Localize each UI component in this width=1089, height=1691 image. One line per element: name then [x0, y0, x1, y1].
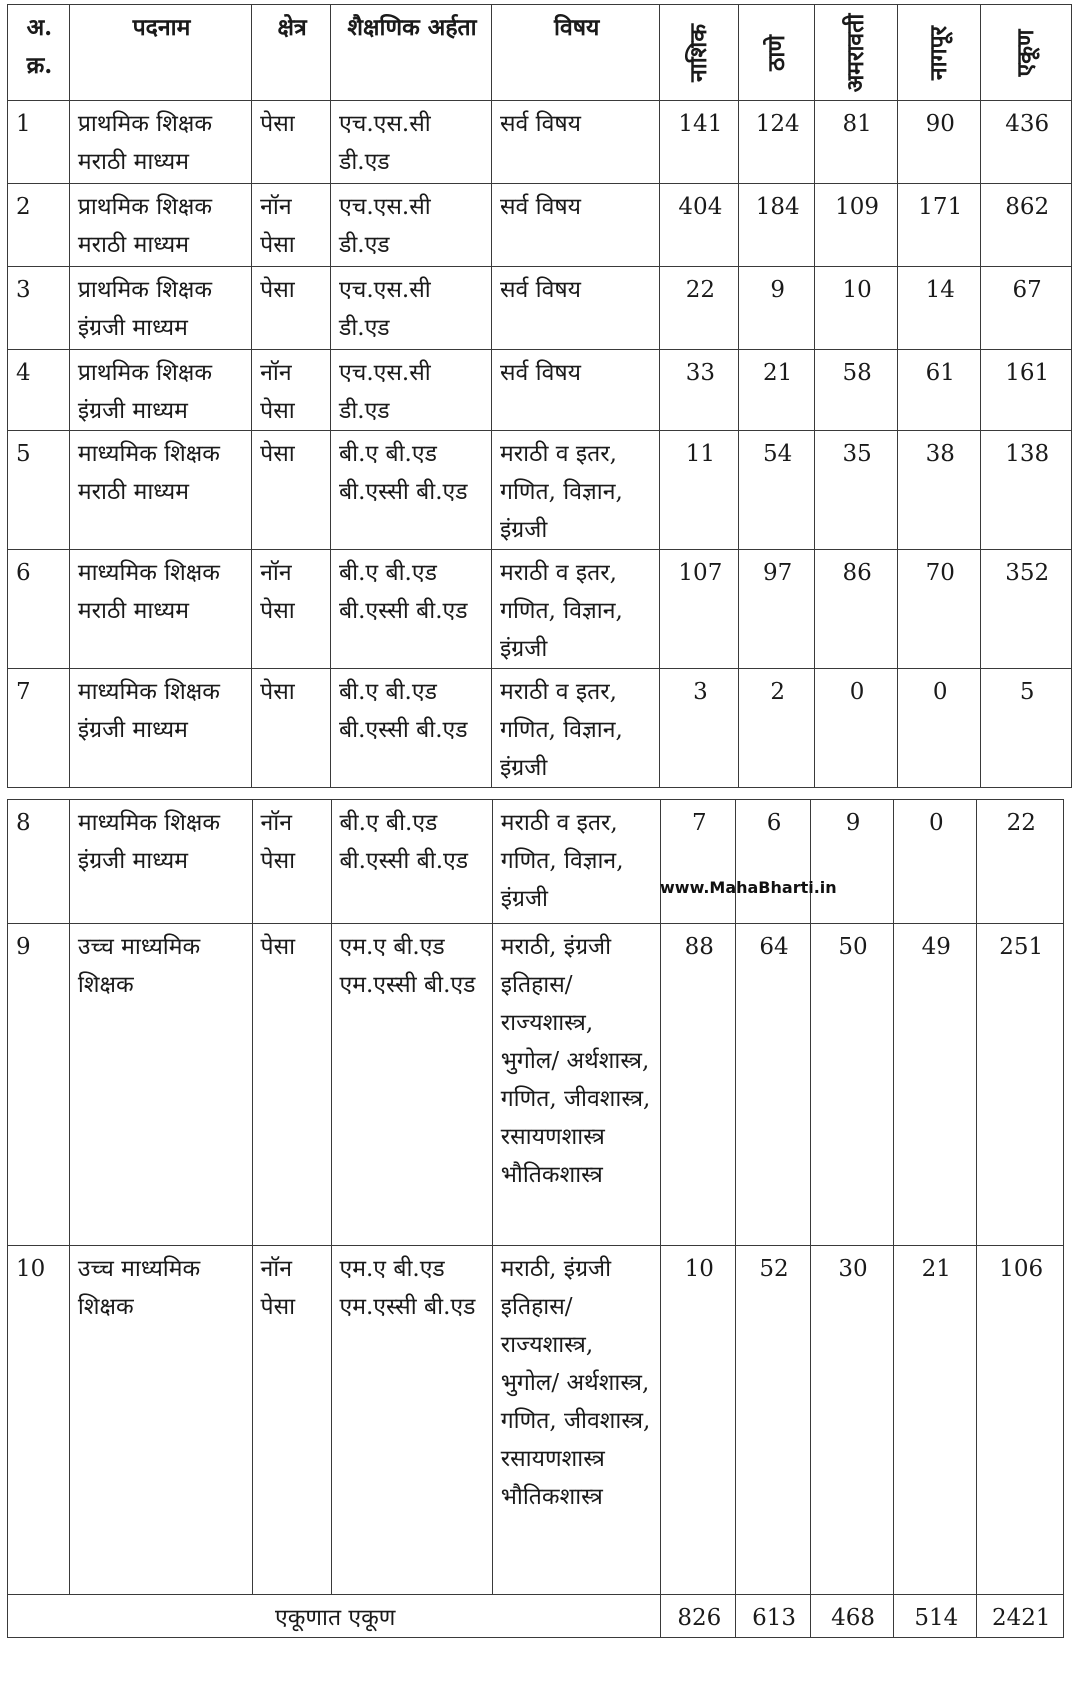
header-sr: अ. क्र. — [8, 5, 70, 101]
cell-amravati: 109 — [815, 184, 898, 267]
cell-total: 436 — [981, 101, 1072, 184]
header-thane: ठाणे — [739, 5, 815, 101]
cell-subject: मराठी व इतर, गणित, विज्ञान, इंग्रजी — [492, 431, 660, 550]
table-row — [8, 1246, 1064, 1595]
cell-amravati: 35 — [815, 431, 898, 550]
cell-area: नॉन पेसा — [252, 184, 331, 267]
header-nashik: नाशिक — [660, 5, 739, 101]
cell-thane: 21 — [739, 350, 815, 431]
cell-nagpur: 0 — [898, 669, 981, 788]
cell-total: 862 — [981, 184, 1072, 267]
cell-qual: एच.एस.सी डी.एड — [331, 101, 492, 184]
vacancy-table-part-1 — [7, 4, 1072, 788]
cell-amravati: 81 — [815, 101, 898, 184]
cell-subject: मराठी, इंग्रजी इतिहास/ राज्यशास्त्र, भुगोल/ अर्थशास्त्र, गणित, जीवशास्त्र, रसायणशास्त्र भौतिकशास्त्र — [492, 1246, 661, 1595]
cell-thane: 2 — [739, 669, 815, 788]
table-row — [8, 184, 1072, 267]
cell-amravati: 9 — [810, 800, 893, 924]
cell-post: प्राथमिक शिक्षक इंग्रजी माध्यम — [69, 267, 251, 350]
cell-subject: सर्व विषय — [492, 184, 660, 267]
cell-nagpur: 14 — [898, 267, 981, 350]
cell-qual: बी.ए बी.एड बी.एस्सी बी.एड — [331, 800, 492, 924]
cell-sr: 6 — [8, 550, 70, 669]
header-qualification: शैक्षणिक अर्हता — [331, 5, 492, 101]
cell-total: 22 — [977, 800, 1064, 924]
cell-sr: 5 — [8, 431, 70, 550]
table-row — [8, 267, 1072, 350]
cell-total: 138 — [981, 431, 1072, 550]
header-nagpur: नागपूर — [898, 5, 981, 101]
cell-nagpur: 61 — [898, 350, 981, 431]
cell-sr: 8 — [8, 800, 70, 924]
cell-nashik: 88 — [661, 924, 736, 1246]
cell-area: नॉन पेसा — [252, 550, 331, 669]
cell-thane: 184 — [739, 184, 815, 267]
cell-sr: 4 — [8, 350, 70, 431]
cell-thane: 124 — [739, 101, 815, 184]
cell-thane: 64 — [736, 924, 811, 1246]
cell-area: पेसा — [252, 431, 331, 550]
cell-nagpur: 90 — [898, 101, 981, 184]
table-row — [8, 431, 1072, 550]
cell-qual: एम.ए बी.एड एम.एस्सी बी.एड — [331, 924, 492, 1246]
cell-subject: मराठी, इंग्रजी इतिहास/ राज्यशास्त्र, भुगोल/ अर्थशास्त्र, गणित, जीवशास्त्र, रसायणशास्त्र भौतिकशास्त्र — [492, 924, 661, 1246]
cell-qual: एच.एस.सी डी.एड — [331, 267, 492, 350]
cell-thane: 97 — [739, 550, 815, 669]
cell-nashik: 141 — [660, 101, 739, 184]
cell-amravati: 58 — [815, 350, 898, 431]
grand-total-nagpur: 514 — [894, 1595, 977, 1638]
cell-total: 352 — [981, 550, 1072, 669]
cell-qual: बी.ए बी.एड बी.एस्सी बी.एड — [331, 550, 492, 669]
cell-total: 67 — [981, 267, 1072, 350]
header-total: एकूण — [981, 5, 1072, 101]
cell-post: माध्यमिक शिक्षक मराठी माध्यम — [69, 550, 251, 669]
header-post: पदनाम — [69, 5, 251, 101]
cell-thane: 52 — [736, 1246, 811, 1595]
cell-area: नॉन पेसा — [252, 800, 331, 924]
table-row — [8, 350, 1072, 431]
cell-nagpur: 171 — [898, 184, 981, 267]
header-amravati: अमरावती — [815, 5, 898, 101]
cell-nashik: 3 — [660, 669, 739, 788]
cell-nagpur: 49 — [894, 924, 977, 1246]
cell-sr: 9 — [8, 924, 70, 1246]
cell-nashik: 7 — [661, 800, 736, 924]
grand-total-nashik: 826 — [661, 1595, 736, 1638]
cell-amravati: 0 — [815, 669, 898, 788]
cell-qual: एच.एस.सी डी.एड — [331, 350, 492, 431]
cell-thane: 9 — [739, 267, 815, 350]
cell-qual: एम.ए बी.एड एम.एस्सी बी.एड — [331, 1246, 492, 1595]
cell-post: प्राथमिक शिक्षक इंग्रजी माध्यम — [69, 350, 251, 431]
cell-sr: 10 — [8, 1246, 70, 1595]
vacancy-table-part-2 — [7, 799, 1064, 1638]
cell-nashik: 10 — [661, 1246, 736, 1595]
cell-subject: मराठी व इतर, गणित, विज्ञान, इंग्रजी — [492, 800, 661, 924]
cell-post: माध्यमिक शिक्षक मराठी माध्यम — [69, 431, 251, 550]
cell-nashik: 33 — [660, 350, 739, 431]
cell-nashik: 22 — [660, 267, 739, 350]
cell-thane: 54 — [739, 431, 815, 550]
grand-total-row — [8, 1595, 1064, 1638]
header-area: क्षेत्र — [252, 5, 331, 101]
cell-area: पेसा — [252, 267, 331, 350]
cell-subject: सर्व विषय — [492, 350, 660, 431]
cell-nagpur: 70 — [898, 550, 981, 669]
cell-amravati: 10 — [815, 267, 898, 350]
cell-area: पेसा — [252, 924, 331, 1246]
grand-total-thane: 613 — [736, 1595, 811, 1638]
table-row — [8, 550, 1072, 669]
cell-nagpur: 0 — [894, 800, 977, 924]
table-row — [8, 669, 1072, 788]
cell-subject: मराठी व इतर, गणित, विज्ञान, इंग्रजी — [492, 550, 660, 669]
cell-sr: 3 — [8, 267, 70, 350]
cell-subject: सर्व विषय — [492, 101, 660, 184]
cell-amravati: 30 — [810, 1246, 893, 1595]
cell-nashik: 107 — [660, 550, 739, 669]
cell-area: पेसा — [252, 669, 331, 788]
cell-sr: 1 — [8, 101, 70, 184]
table-row — [8, 924, 1064, 1246]
grand-total-label: एकूणात एकूण — [8, 1595, 661, 1638]
cell-amravati: 50 — [810, 924, 893, 1246]
cell-post: माध्यमिक शिक्षक इंग्रजी माध्यम — [69, 669, 251, 788]
cell-total: 5 — [981, 669, 1072, 788]
cell-qual: बी.ए बी.एड बी.एस्सी बी.एड — [331, 669, 492, 788]
cell-sr: 7 — [8, 669, 70, 788]
cell-nagpur: 38 — [898, 431, 981, 550]
cell-post: माध्यमिक शिक्षक इंग्रजी माध्यम — [69, 800, 252, 924]
cell-qual: बी.ए बी.एड बी.एस्सी बी.एड — [331, 431, 492, 550]
cell-total: 106 — [977, 1246, 1064, 1595]
cell-area: पेसा — [252, 101, 331, 184]
header-row — [8, 5, 1072, 101]
watermark-text: www.MahaBharti.in — [660, 878, 837, 897]
cell-nagpur: 21 — [894, 1246, 977, 1595]
cell-total: 161 — [981, 350, 1072, 431]
cell-amravati: 86 — [815, 550, 898, 669]
cell-qual: एच.एस.सी डी.एड — [331, 184, 492, 267]
cell-subject: मराठी व इतर, गणित, विज्ञान, इंग्रजी — [492, 669, 660, 788]
cell-thane: 6 — [736, 800, 811, 924]
grand-total-amravati: 468 — [810, 1595, 893, 1638]
table-row — [8, 101, 1072, 184]
grand-total-sum: 2421 — [977, 1595, 1064, 1638]
cell-post: उच्च माध्यमिक शिक्षक — [69, 1246, 252, 1595]
cell-nashik: 404 — [660, 184, 739, 267]
cell-subject: सर्व विषय — [492, 267, 660, 350]
cell-post: उच्च माध्यमिक शिक्षक — [69, 924, 252, 1246]
cell-post: प्राथमिक शिक्षक मराठी माध्यम — [69, 184, 251, 267]
cell-total: 251 — [977, 924, 1064, 1246]
table-row — [8, 800, 1064, 924]
cell-post: प्राथमिक शिक्षक मराठी माध्यम — [69, 101, 251, 184]
cell-area: नॉन पेसा — [252, 1246, 331, 1595]
cell-area: नॉन पेसा — [252, 350, 331, 431]
header-subject: विषय — [492, 5, 660, 101]
cell-nashik: 11 — [660, 431, 739, 550]
cell-sr: 2 — [8, 184, 70, 267]
